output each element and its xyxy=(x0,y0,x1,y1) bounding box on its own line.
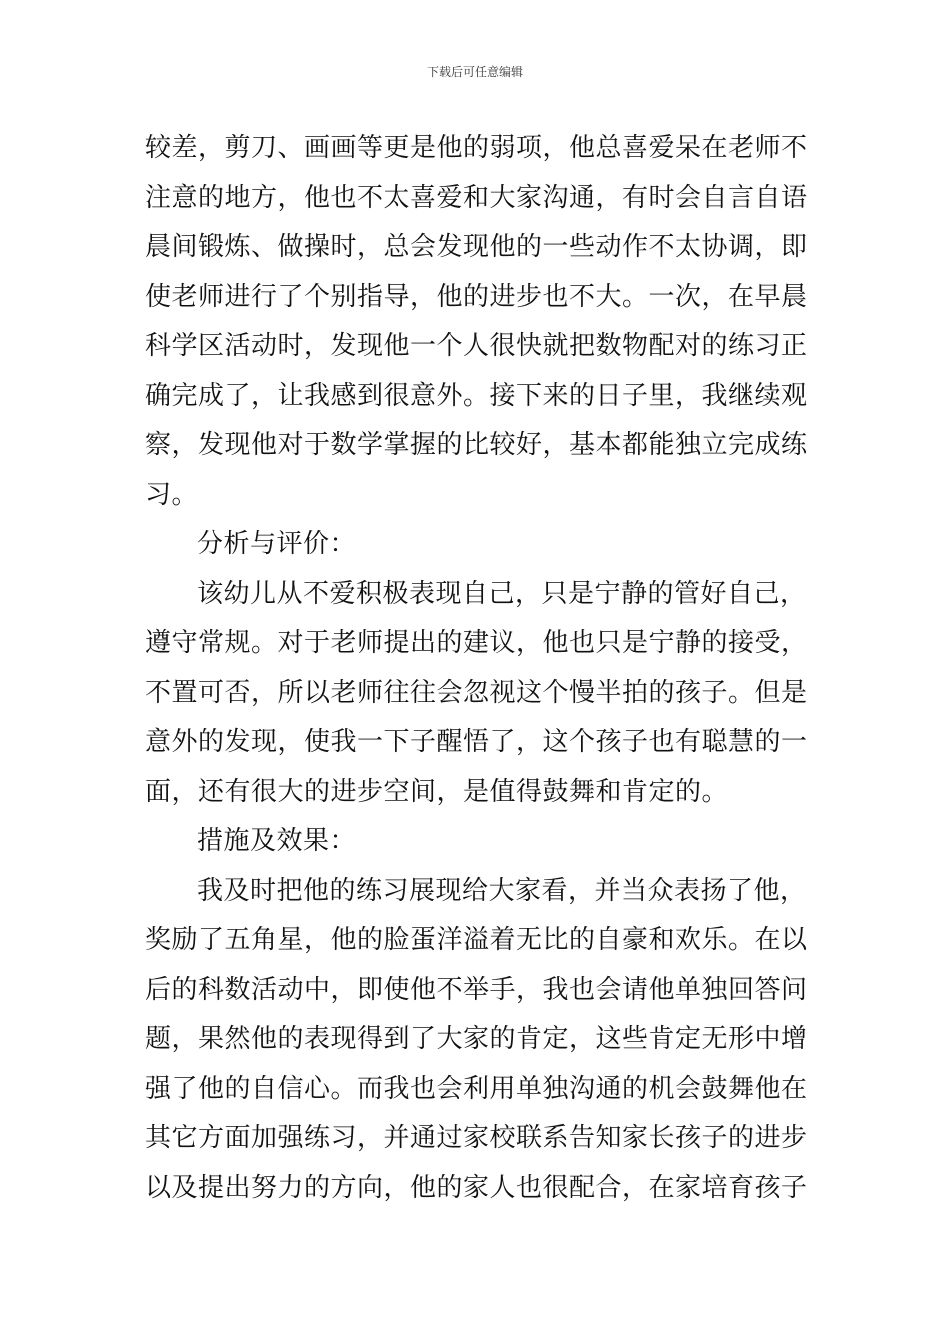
text-line: 科学区活动时，发现他一个人很快就把数物配对的练习正 xyxy=(145,331,808,361)
section-heading-analysis: 分析与评价： xyxy=(197,529,357,559)
text-line: 奖励了五角星，他的脸蛋洋溢着无比的自豪和欢乐。在以 xyxy=(145,925,808,955)
text-line: 较差，剪刀、画画等更是他的弱项，他总喜爱呆在老师不 xyxy=(145,133,808,163)
text-line: 其它方面加强练习，并通过家校联系告知家长孩子的进步 xyxy=(145,1123,808,1153)
text-line: 题，果然他的表现得到了大家的肯定，这些肯定无形中增 xyxy=(145,1024,808,1054)
paragraph-start: 该幼儿从不爱积极表现自己，只是宁静的管好自己， xyxy=(197,578,807,609)
paragraph-start: 我及时把他的练习展现给大家看，并当众表扬了他， xyxy=(197,875,807,906)
text-line: 使老师进行了个别指导，他的进步也不大。一次，在早晨 xyxy=(145,281,808,312)
page-header: 下载后可任意编辑 xyxy=(426,65,523,79)
text-line: 确完成了，让我感到很意外。接下来的日子里，我继续观 xyxy=(145,380,808,411)
text-line: 意外的发现，使我一下子醒悟了，这个孩子也有聪慧的一 xyxy=(145,727,808,757)
text-line: 不置可否，所以老师往往会忽视这个慢半拍的孩子。但是 xyxy=(145,677,808,708)
body-text xyxy=(145,124,808,1213)
text-line: 晨间锻炼、做操时，总会发现他的一些动作不太协调，即 xyxy=(145,232,808,262)
section-heading-measures: 措施及效果： xyxy=(197,826,357,856)
text-line: 强了他的自信心。而我也会利用单独沟通的机会鼓舞他在 xyxy=(145,1073,808,1104)
text-line: 习。 xyxy=(145,479,199,510)
text-line: 察，发现他对于数学掌握的比较好，基本都能独立完成练 xyxy=(145,430,808,460)
text-line: 面，还有很大的进步空间，是值得鼓舞和肯定的。 xyxy=(145,776,729,807)
text-line: 以及提出努力的方向，他的家人也很配合，在家培育孩子 xyxy=(145,1172,808,1203)
text-line: 后的科数活动中，即使他不举手，我也会请他单独回答问 xyxy=(145,974,808,1005)
text-line: 遵守常规。对于老师提出的建议，他也只是宁静的接受， xyxy=(145,628,808,658)
text-line: 注意的地方，他也不太喜爱和大家沟通，有时会自言自语 xyxy=(145,182,808,213)
